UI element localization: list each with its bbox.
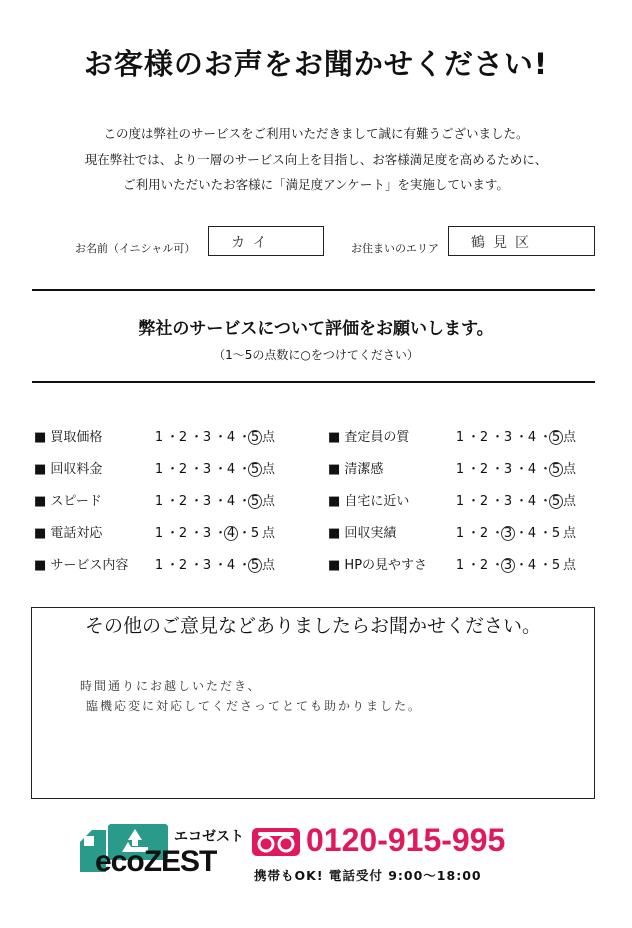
rating-option[interactable]: 3 <box>202 494 212 509</box>
comment-line-2: 臨機応変に対応してくださってとても助かりました。 <box>86 699 423 713</box>
rating-label <box>328 426 409 445</box>
rating-label-text: 査定員の質 <box>340 430 410 445</box>
bullet-icon: ■ <box>328 526 341 541</box>
rating-separator: ・ <box>166 526 180 541</box>
name-field[interactable] <box>208 226 324 256</box>
comment-line-1: 時間通りにお越しいただき、 <box>80 679 262 693</box>
rating-separator: ・ <box>166 430 180 445</box>
rating-unit: 点 <box>262 558 276 573</box>
intro-line-2: 現在弊社では、より一層のサービス向上を目指し、お客様満足度を高めるために、 <box>84 152 548 167</box>
bullet-icon: ■ <box>34 462 47 477</box>
rating-separator: ・ <box>214 558 228 573</box>
rating-option-selected[interactable]: 5 <box>248 558 262 573</box>
rating-unit: 点 <box>563 430 577 445</box>
rating-separator: ・ <box>491 430 505 445</box>
bullet-icon: ■ <box>328 494 341 509</box>
rating-unit: 点 <box>563 526 577 541</box>
rating-label-text: 清潔感 <box>340 462 384 477</box>
divider-bottom <box>32 381 595 383</box>
rating-separator: ・ <box>166 558 180 573</box>
rating-option[interactable]: 3 <box>202 558 212 573</box>
rating-option[interactable]: 1 <box>455 462 465 477</box>
rating-scale <box>152 522 275 542</box>
bullet-icon: ■ <box>328 558 341 573</box>
rating-label <box>34 426 102 445</box>
rating-option[interactable]: 4 <box>527 462 537 477</box>
rating-unit: 点 <box>563 494 577 509</box>
rating-option[interactable]: 2 <box>178 494 188 509</box>
rating-option[interactable]: 2 <box>479 526 489 541</box>
rating-unit: 点 <box>262 494 276 509</box>
rating-separator: ・ <box>238 494 252 509</box>
rating-option[interactable]: 4 <box>527 494 537 509</box>
rating-option[interactable]: 5 <box>551 526 561 541</box>
rating-separator: ・ <box>491 462 505 477</box>
rating-separator: ・ <box>515 526 529 541</box>
intro-line-1: この度は弊社のサービスをご利用いただきまして誠に有難うございました。 <box>103 126 529 141</box>
rating-separator: ・ <box>467 462 481 477</box>
rating-scale <box>453 522 576 542</box>
rating-option-selected[interactable]: 3 <box>501 558 515 573</box>
rating-option[interactable]: 4 <box>527 430 537 445</box>
rating-option[interactable]: 1 <box>154 494 164 509</box>
rating-separator: ・ <box>190 462 204 477</box>
rating-scale <box>453 554 576 574</box>
rating-unit: 点 <box>262 430 276 445</box>
rating-separator: ・ <box>166 494 180 509</box>
rating-unit: 点 <box>563 558 577 573</box>
rating-option[interactable]: 1 <box>455 558 465 573</box>
rating-option-selected[interactable]: 5 <box>248 462 262 477</box>
rating-option-selected[interactable]: 4 <box>224 526 238 541</box>
rating-scale <box>453 458 576 478</box>
rating-separator: ・ <box>539 430 553 445</box>
rating-option-selected[interactable]: 5 <box>549 494 563 509</box>
rating-separator: ・ <box>515 494 529 509</box>
rating-option[interactable]: 2 <box>178 462 188 477</box>
rating-separator: ・ <box>467 526 481 541</box>
rating-scale <box>453 490 576 510</box>
freedial-icon <box>252 828 300 856</box>
rating-separator: ・ <box>238 462 252 477</box>
rating-label <box>34 490 102 509</box>
rating-separator: ・ <box>238 526 252 541</box>
rating-unit: 点 <box>563 462 577 477</box>
bullet-icon: ■ <box>34 494 47 509</box>
rating-label <box>328 490 409 509</box>
bullet-icon: ■ <box>328 462 341 477</box>
rating-separator: ・ <box>190 526 204 541</box>
rating-label-text: スピード <box>46 494 102 509</box>
rating-label-text: 自宅に近い <box>340 494 410 509</box>
area-label: お住まいのエリア <box>351 242 439 255</box>
rating-option-selected[interactable]: 3 <box>501 526 515 541</box>
rating-scale <box>152 458 275 478</box>
rating-option-selected[interactable]: 5 <box>549 430 563 445</box>
rating-separator: ・ <box>491 558 505 573</box>
rating-option[interactable]: 5 <box>250 526 260 541</box>
name-value: カイ <box>231 235 275 251</box>
rating-unit: 点 <box>262 462 276 477</box>
rating-label <box>34 458 102 477</box>
rating-separator: ・ <box>539 558 553 573</box>
rating-separator: ・ <box>467 494 481 509</box>
rating-option[interactable]: 2 <box>178 526 188 541</box>
rating-separator: ・ <box>491 494 505 509</box>
rating-separator: ・ <box>214 494 228 509</box>
rating-option-selected[interactable]: 5 <box>549 462 563 477</box>
logo-en: ecoZEST <box>95 845 217 878</box>
rating-separator: ・ <box>214 462 228 477</box>
rating-option[interactable]: 2 <box>178 558 188 573</box>
rating-separator: ・ <box>190 494 204 509</box>
rating-option[interactable]: 2 <box>479 462 489 477</box>
rating-option[interactable]: 4 <box>527 526 537 541</box>
rating-separator: ・ <box>539 494 553 509</box>
rating-separator: ・ <box>515 430 529 445</box>
rating-option[interactable]: 2 <box>479 558 489 573</box>
rating-scale <box>152 490 275 510</box>
eval-note: （1～5の点数に○をつけてください） <box>213 348 419 362</box>
phone-number[interactable]: 0120-915-995 <box>306 822 506 858</box>
rating-separator: ・ <box>467 430 481 445</box>
rating-option[interactable]: 3 <box>503 430 513 445</box>
bullet-icon: ■ <box>34 558 47 573</box>
rating-label-text: 買取価格 <box>46 430 103 445</box>
rating-option[interactable]: 2 <box>178 430 188 445</box>
rating-option[interactable]: 4 <box>226 430 236 445</box>
area-value: 鶴見区 <box>471 235 537 251</box>
rating-option[interactable]: 3 <box>202 462 212 477</box>
rating-label <box>34 554 128 573</box>
rating-separator: ・ <box>515 462 529 477</box>
rating-label-text: 回収実績 <box>340 526 397 541</box>
rating-label-text: 電話対応 <box>46 526 103 541</box>
comments-title: その他のご意見などありましたらお聞かせください。 <box>84 615 541 637</box>
rating-label-text: HPの見やすさ <box>340 558 428 573</box>
rating-option-selected[interactable]: 5 <box>248 430 262 445</box>
rating-scale <box>152 554 275 574</box>
rating-separator: ・ <box>190 430 204 445</box>
rating-unit: 点 <box>262 526 276 541</box>
rating-separator: ・ <box>238 558 252 573</box>
rating-separator: ・ <box>214 526 228 541</box>
rating-option[interactable]: 1 <box>154 430 164 445</box>
page-title: お客様のお声をお聞かせください! <box>83 47 549 81</box>
bullet-icon: ■ <box>34 430 47 445</box>
rating-separator: ・ <box>515 558 529 573</box>
rating-label-text: サービス内容 <box>46 558 129 573</box>
rating-option[interactable]: 2 <box>479 494 489 509</box>
rating-option[interactable]: 3 <box>503 462 513 477</box>
rating-label <box>328 554 427 573</box>
area-field[interactable] <box>448 226 595 256</box>
rating-option[interactable]: 4 <box>527 558 537 573</box>
rating-label <box>328 522 396 541</box>
rating-separator: ・ <box>491 526 505 541</box>
rating-label <box>34 522 102 541</box>
rating-option[interactable]: 4 <box>226 558 236 573</box>
rating-option[interactable]: 1 <box>154 462 164 477</box>
rating-option[interactable]: 1 <box>455 494 465 509</box>
rating-separator: ・ <box>539 462 553 477</box>
rating-option[interactable]: 4 <box>226 494 236 509</box>
rating-label-text: 回収料金 <box>46 462 103 477</box>
rating-option[interactable]: 1 <box>154 526 164 541</box>
phone-hours: 携帯もOK! 電話受付 9:00～18:00 <box>254 868 482 883</box>
rating-option[interactable]: 1 <box>154 558 164 573</box>
rating-option[interactable]: 4 <box>226 462 236 477</box>
rating-separator: ・ <box>166 462 180 477</box>
rating-option[interactable]: 2 <box>479 430 489 445</box>
rating-separator: ・ <box>190 558 204 573</box>
rating-option[interactable]: 3 <box>503 494 513 509</box>
rating-separator: ・ <box>467 558 481 573</box>
rating-option[interactable]: 1 <box>455 526 465 541</box>
rating-option[interactable]: 3 <box>202 526 212 541</box>
rating-option[interactable]: 1 <box>455 430 465 445</box>
divider-top <box>32 289 595 291</box>
rating-option[interactable]: 3 <box>202 430 212 445</box>
bullet-icon: ■ <box>328 430 341 445</box>
rating-scale <box>152 426 275 446</box>
name-label: お名前（イニシャル可） <box>75 242 196 255</box>
rating-separator: ・ <box>238 430 252 445</box>
intro-line-3: ご利用いただいたお客様に「満足度アンケート」を実施しています。 <box>123 177 509 192</box>
rating-scale <box>453 426 576 446</box>
eval-title: 弊社のサービスについて評価をお願いします。 <box>138 319 494 339</box>
logo-jp: エコゼスト <box>174 829 244 845</box>
rating-option-selected[interactable]: 5 <box>248 494 262 509</box>
rating-separator: ・ <box>214 430 228 445</box>
rating-label <box>328 458 383 477</box>
rating-option[interactable]: 5 <box>551 558 561 573</box>
bullet-icon: ■ <box>34 526 47 541</box>
rating-separator: ・ <box>539 526 553 541</box>
